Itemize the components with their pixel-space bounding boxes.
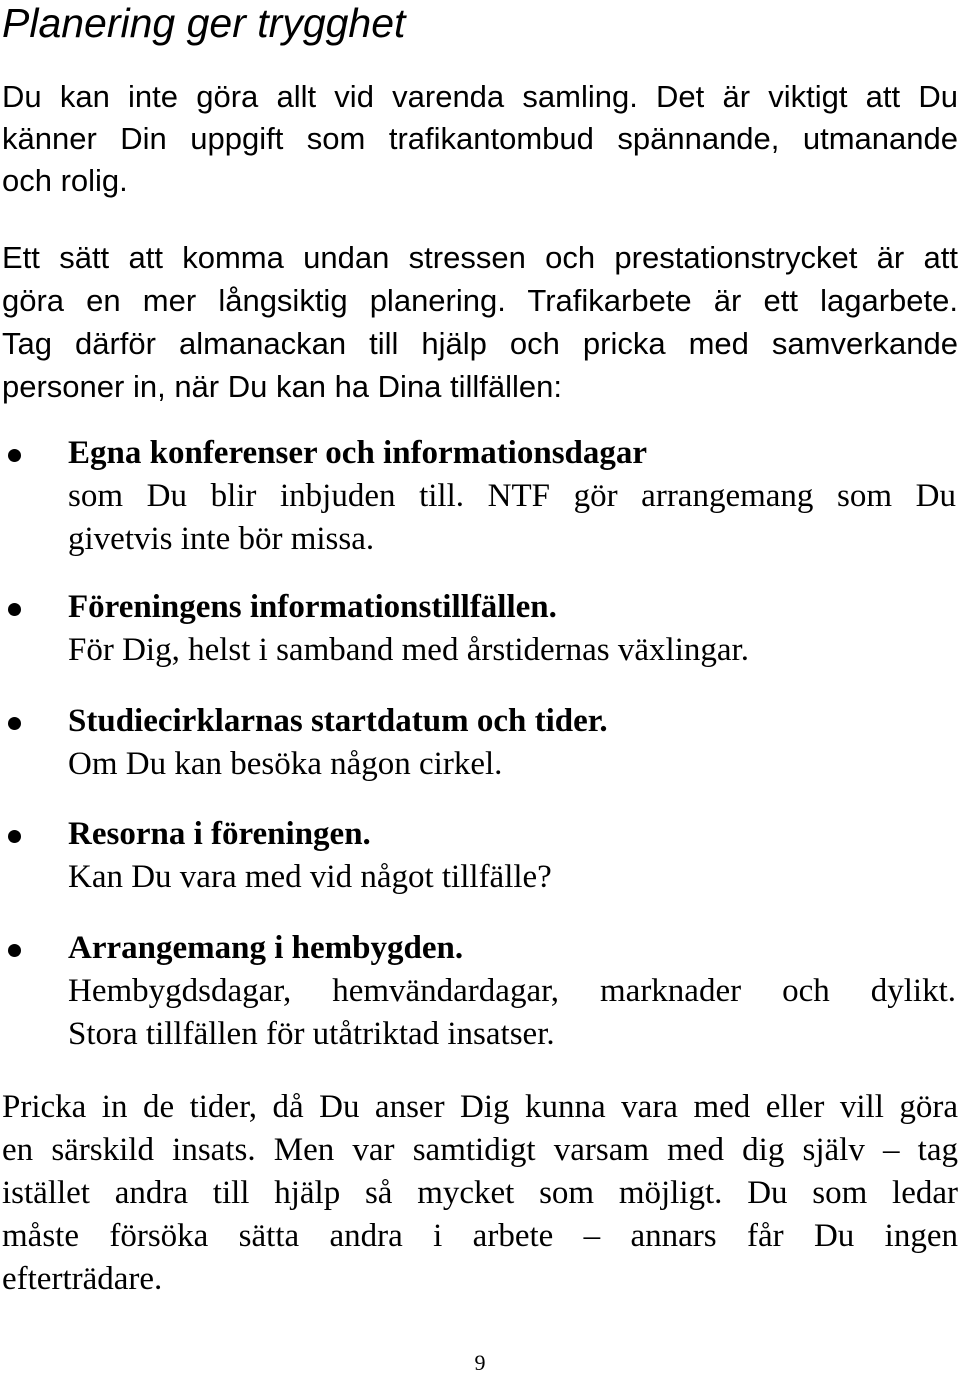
list-item-heading: Resorna i föreningen. — [68, 816, 371, 852]
list-item-text: Stora tillfällen för utåtriktad insatser. — [68, 1016, 555, 1052]
planning-paragraph — [2, 236, 958, 408]
closing-line: en särskild insats. Men var samtidigt varsam med dig själv – tag — [2, 1132, 958, 1168]
closing-line: måste försöka sätta andra i arbete – annars får Du ingen — [2, 1218, 958, 1254]
closing-line: istället andra till hjälp så mycket som möjligt. Du som ledar — [2, 1175, 958, 1211]
page-title: Planering ger trygghet — [2, 0, 406, 46]
list-item-text: givetvis inte bör missa. — [68, 521, 375, 557]
list-item-heading: Egna konferenser och informationsdagar — [68, 435, 648, 471]
list-item-heading: Studiecirklarnas startdatum och tider. — [68, 703, 608, 739]
closing-line: efterträdare. — [2, 1261, 163, 1297]
list-item-text: som Du blir inbjuden till. NTF gör arrangemang som Du — [68, 478, 956, 514]
intro-line: känner Din uppgift som trafikantombud spännande, utmanande — [2, 121, 958, 156]
planning-line: personer in, när Du kan ha Dina tillfällen: — [2, 369, 563, 404]
bullet-icon — [8, 944, 21, 957]
intro-line: och rolig. — [2, 163, 128, 198]
planning-line: Ett sätt att komma undan stressen och prestationstrycket är att — [2, 240, 958, 275]
list-item-heading: Arrangemang i hembygden. — [68, 930, 464, 966]
list-item-text: Kan Du vara med vid något tillfälle? — [68, 859, 552, 895]
list-item-heading: Föreningens informationstillfällen. — [68, 589, 557, 625]
intro-line: Du kan inte göra allt vid varenda samling. Det är viktigt att Du — [2, 79, 958, 114]
page-number: 9 — [474, 1350, 486, 1375]
bullet-icon — [8, 603, 21, 616]
planning-line: Tag därför almanackan till hjälp och pricka med samverkande — [2, 326, 958, 361]
planning-line: göra en mer långsiktig planering. Trafikarbete är ett lagarbete. — [2, 283, 958, 318]
closing-line: Pricka in de tider, då Du anser Dig kunna vara med eller vill göra — [2, 1089, 958, 1125]
list-item-text: Om Du kan besöka någon cirkel. — [68, 746, 503, 782]
list-item-text: För Dig, helst i samband med årstidernas växlingar. — [68, 632, 749, 668]
intro-paragraph — [2, 76, 958, 202]
bullet-icon — [8, 449, 21, 462]
bullet-icon — [8, 717, 21, 730]
closing-paragraph — [2, 1086, 958, 1301]
bullet-icon — [8, 830, 21, 843]
list-item-text: Hembygdsdagar, hemvändardagar, marknader och dylikt. — [68, 973, 956, 1009]
